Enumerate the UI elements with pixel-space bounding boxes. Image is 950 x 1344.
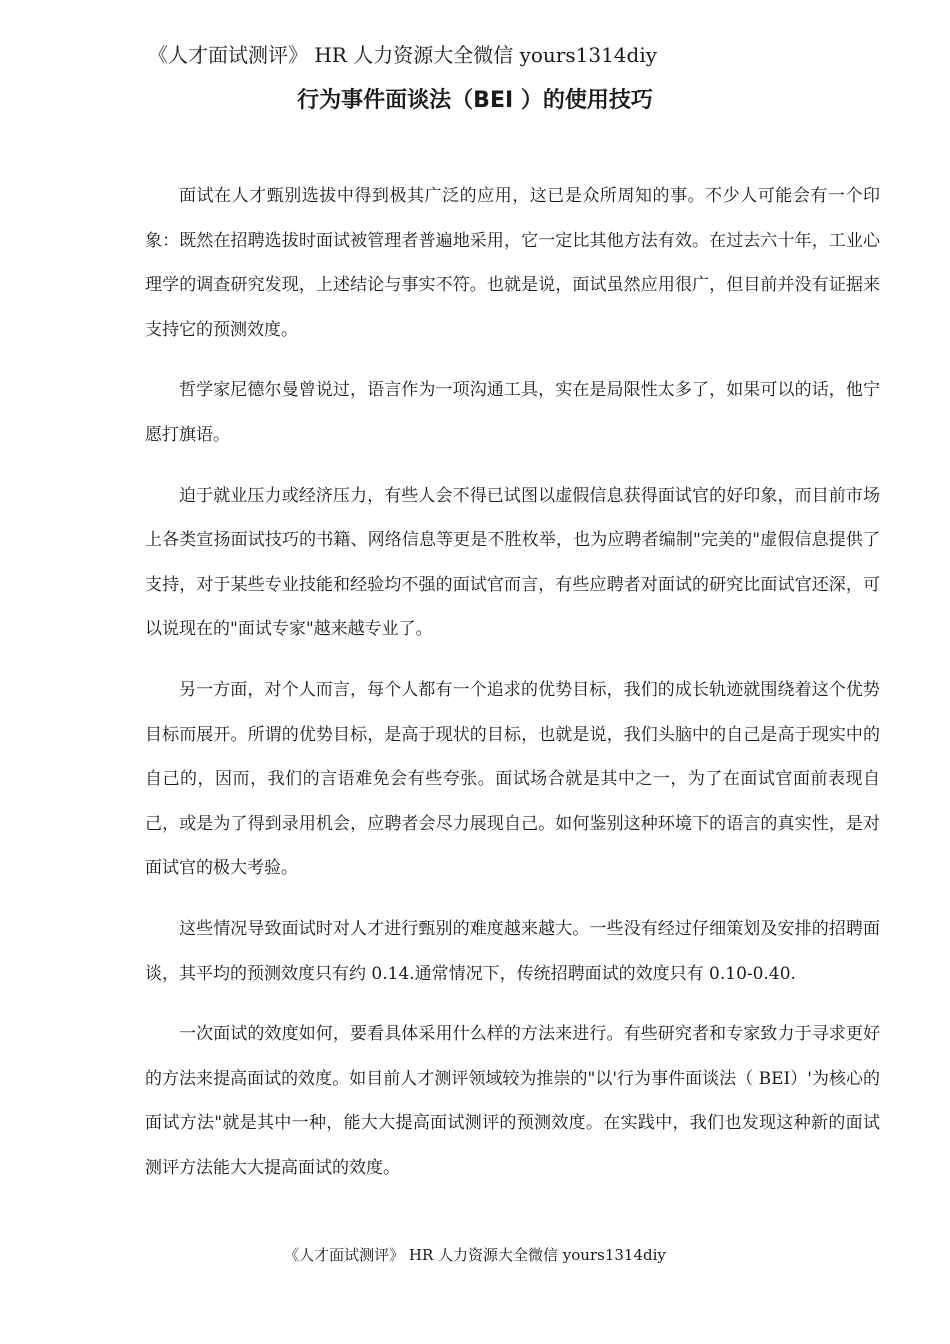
paragraph-4: 另一方面，对个人而言，每个人都有一个追求的优势目标，我们的成长轨迹就围绕着这个优势目标而展开。所谓的优势目标，是高于现状的目标，也就是说，我们头脑中的自己是高于现实中的自己的，因而，我们的言语难免会有些夸张。面试场合就是其中之一，为了在面试官面前表现自己，或是为了得到录用机会，应聘者会尽力展现自己。如何鉴别这种环境下的语言的真实性，是对面试官的极大考验。 — [145, 679, 880, 879]
paragraph-3: 迫于就业压力或经济压力，有些人会不得已试图以虚假信息获得面试官的好印象，而目前市场上各类宣扬面试技巧的书籍、网络信息等更是不胜枚举，也为应聘者编制"完美的"虚假信息提供了支持，对于某些专业技能和经验均不强的面试官而言，有些应聘者对面试的研究比面试官还深，可以说现在的"面试专家"越来越专业了。 — [145, 485, 880, 640]
page-footer: 《人才面试测评》 HR 人力资源大全微信 yours1314diy — [284, 1246, 666, 1264]
paragraph-6: 一次面试的效度如何，要看具体采用什么样的方法来进行。有些研究者和专家致力于寻求更好的方法来提高面试的效度。如目前人才测评领域较为推崇的"以'行为事件面谈法（ BEI）'为核心的面试方法"就是其中一种，能大大提高面试测评的预测效度。在实践中，我们也发现这种新的面试测评方法能大大提高面试的效度。 — [145, 1024, 880, 1178]
page-header: 《人才面试测评》 HR 人力资源大全微信 yours1314diy — [148, 43, 658, 67]
page-title: 行为事件面谈法（BEI ）的使用技巧 — [297, 88, 653, 113]
paragraph-5: 这些情况导致面试时对人才进行甄别的难度越来越大。一些没有经过仔细策划及安排的招聘面谈，其平均的预测效度只有约 0.14.通常情况下，传统招聘面试的效度只有 0.10-0.40. — [145, 918, 880, 984]
document-body — [145, 174, 880, 1206]
paragraph-2: 哲学家尼德尔曼曾说过，语言作为一项沟通工具，实在是局限性太多了，如果可以的话，他宁愿打旗语。 — [145, 380, 880, 445]
paragraph-1: 面试在人才甄别选拔中得到极其广泛的应用，这已是众所周知的事。不少人可能会有一个印象：既然在招聘选拔时面试被管理者普遍地采用，它一定比其他方法有效。在过去六十年，工业心理学的调查研究发现，上述结论与事实不符。也就是说，面试虽然应用很广，但目前并没有证据来支持它的预测效度。 — [145, 186, 880, 340]
